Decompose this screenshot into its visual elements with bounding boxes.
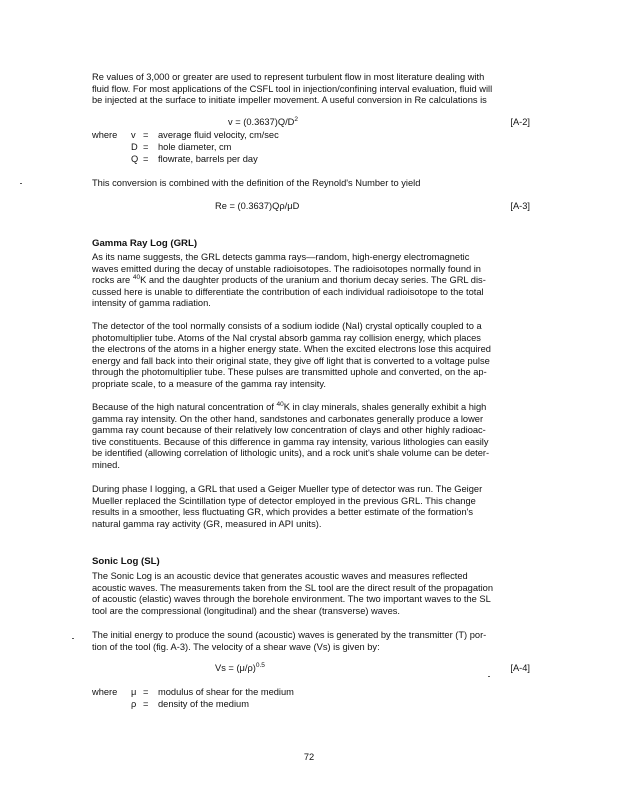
equals-sign: = (143, 687, 149, 697)
text-line: propriate scale, to a measure of the gamma ray intensity. (92, 378, 326, 389)
symbol: v (131, 130, 136, 140)
section-heading-sl: Sonic Log (SL) (92, 556, 160, 567)
equation-a2 (228, 117, 298, 127)
text-line: waves emitted during the decay of unstable radioisotopes. The radioisotopes normally found in (92, 263, 481, 274)
text-line: Mueller replaced the Scintillation type of detector employed in the previous GRL. This change (92, 495, 476, 506)
grl-paragraph-2 (92, 321, 532, 390)
equation-text: Vs = (μ/ρ) (215, 663, 256, 673)
intro-paragraph (92, 72, 532, 107)
text-line: The initial energy to produce the sound (acoustic) waves is generated by the transmitter (T) por- (92, 630, 487, 640)
text-line: of acoustic (elastic) waves through the borehole environment. The two important waves to the SL (92, 594, 491, 604)
text-line: energy and fall back into their original state, they give off light that is converted to a voltage pulse (92, 355, 490, 366)
grl-paragraph-1 (92, 252, 532, 310)
where-label: where (92, 130, 118, 140)
text-line: This conversion is combined with the definition of the Reynold's Number to yield (92, 178, 421, 188)
text-line: Re values of 3,000 or greater are used to represent turbulent flow in most literature dealing with (92, 72, 485, 82)
equation-number-a4: [A-4] (510, 663, 530, 673)
definition: density of the medium (158, 699, 249, 709)
equation-a3: Re = (0.3637)Qρ/μD (215, 201, 300, 211)
scan-speck (20, 183, 22, 184)
conversion-sentence (92, 178, 532, 190)
line-rest: K in clay minerals, shales generally exhibit a high (283, 402, 487, 412)
line-prefix: rocks are (92, 275, 133, 285)
equation-a4 (215, 663, 265, 673)
sl-paragraph-2 (92, 630, 532, 653)
grl-paragraph-4 (92, 484, 532, 530)
scan-speck (72, 638, 74, 639)
text-line: tive constituents. Because of this difference in gamma ray intensity, various lithologies can easily (92, 436, 489, 447)
text-line: cussed here is unable to differentiate the contribution of each individual radioisotope to the total (92, 286, 484, 297)
text-line: be injected at the surface to initiate impeller movement. A useful conversion in Re calculations is (92, 95, 487, 105)
text-line: through the photomultiplier tube. These pulses are transmitted uphole and converted, on the ap- (92, 367, 487, 377)
text-line: results in a smoother, less fluctuating GR, which provides a better estimate of the formation's (92, 507, 474, 517)
grl-paragraph-3 (92, 402, 532, 471)
text-line: tion of the tool (fig. A-3). The velocity of a shear wave (Vs) is given by: (92, 641, 380, 652)
text-line: As its name suggests, the GRL detects gamma rays—random, high-energy electromagnetic (92, 252, 470, 262)
symbol: ρ (131, 699, 137, 709)
symbol: Q (131, 154, 139, 164)
definition: hole diameter, cm (158, 142, 232, 152)
superscript: 40 (132, 274, 141, 281)
text-line: During phase I logging, a GRL that used a Geiger Mueller type of detector was run. The Geiger (92, 484, 483, 494)
text-line: natural gamma ray activity (GR, measured in API units). (92, 518, 322, 529)
sl-paragraph-1 (92, 571, 532, 617)
text-line: gamma ray count because of their relatively low concentration of clays and other highly radioac- (92, 425, 486, 435)
equals-sign: = (143, 154, 149, 164)
text-line: The Sonic Log is an acoustic device that generates acoustic waves and measures reflected (92, 571, 468, 581)
equals-sign: = (143, 699, 149, 709)
symbol: μ (131, 687, 137, 697)
equation-number-a2: [A-2] (510, 117, 530, 127)
definition: average fluid velocity, cm/sec (158, 130, 279, 140)
scan-speck (488, 676, 490, 677)
equation-text: v = (0.3637)Q/D (228, 117, 295, 127)
text-line: tool are the compressional (longitudinal) and the shear (transverse) waves. (92, 605, 400, 616)
text-line (92, 402, 532, 414)
text-line: mined. (92, 459, 120, 470)
page-number: 72 (303, 752, 315, 762)
text-line: be identified (allowing correlation of lithologic units), and a rock unit's shale volume can be deter- (92, 448, 490, 458)
text-line: intensity of gamma radiation. (92, 298, 211, 308)
equals-sign: = (143, 130, 149, 140)
text-line: fluid flow. For most applications of the CSFL tool in injection/confining interval evaluation, fluid will (92, 83, 493, 94)
equation-number-a3: [A-3] (510, 201, 530, 211)
definition: flowrate, barrels per day (158, 154, 258, 164)
equation-superscript: 2 (294, 116, 299, 123)
text-line (92, 275, 532, 287)
superscript: 40 (276, 401, 284, 408)
equals-sign: = (143, 142, 149, 152)
line-rest: K and the daughter products of the uranium and thorium decay series. The GRL dis- (140, 275, 486, 285)
equation-superscript: 0.5 (255, 662, 265, 669)
definition: modulus of shear for the medium (158, 687, 294, 697)
symbol: D (131, 142, 138, 152)
text-line: gamma ray intensity. On the other hand, sandstones and carbonates generally produce a lower (92, 413, 484, 424)
text-line: acoustic waves. The measurements taken from the SL tool are the direct result of the propagation (92, 582, 494, 593)
line-prefix: Because of the high natural concentration of (92, 402, 277, 412)
text-line: the electrons of the atoms in a higher energy state. When the excited electrons lose this acquired (92, 344, 491, 354)
text-line: The detector of the tool normally consists of a sodium iodide (NaI) crystal optically coupled to a (92, 321, 482, 331)
where-label: where (92, 687, 118, 697)
section-heading-grl: Gamma Ray Log (GRL) (92, 238, 198, 249)
text-line: photomultiplier tube. Atoms of the NaI crystal absorb gamma ray collision energy, which places (92, 332, 481, 343)
